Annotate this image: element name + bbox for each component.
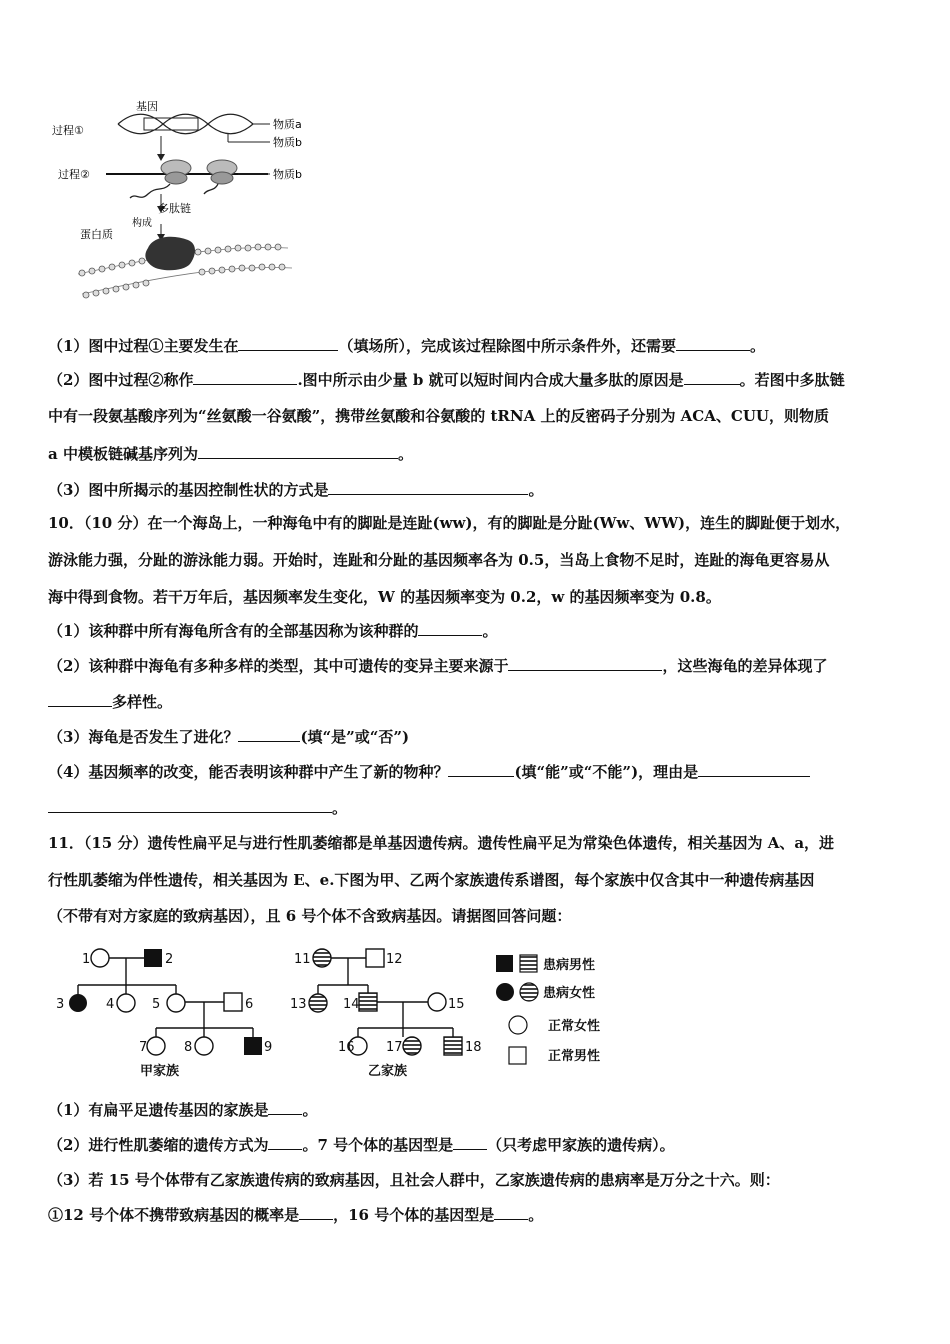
q11-part2-text-a: （2）进行性肌萎缩的遗传方式为 — [48, 1136, 269, 1154]
answer-blank[interactable] — [676, 336, 750, 351]
number-3: 3 — [56, 997, 65, 1012]
number-5: 5 — [152, 997, 161, 1012]
q10-part4 — [48, 762, 810, 782]
label-process2: 过程② — [58, 168, 90, 181]
answer-blank[interactable] — [198, 444, 398, 459]
legend-affected-male-label: 患病男性 — [543, 958, 596, 973]
answer-blank[interactable] — [268, 1100, 302, 1115]
individual-8 — [195, 1037, 213, 1055]
q11-head: 11．（15 分）遗传性扁平足与进行性肌萎缩都是单基因遗传病。遗传性扁平足为常染色体遗传，相关基因为 A、a，进 — [48, 834, 835, 852]
q11-part3-sub1-text-a: ①12 号个体不携带致病基因的概率是 — [48, 1206, 300, 1224]
q11-part2-text-c: （只考虑甲家族的遗传病）。 — [487, 1136, 675, 1154]
answer-blank[interactable] — [698, 762, 810, 777]
q9-part1-text-a: （1）图中过程①主要发生在 — [48, 337, 239, 355]
q11-part2-text-b: 。7 号个体的基因型是 — [302, 1136, 454, 1154]
label-polypeptide: 多肽链 — [158, 202, 191, 215]
q9-part1-text-b: （填场所），完成该过程除图中所示条件外，还需要 — [338, 337, 676, 355]
number-18: 18 — [465, 1040, 482, 1055]
q9-part2-text-c: 。若图中多肽链 — [739, 371, 845, 389]
q11-part1-text-a: （1）有扁平足遗传基因的家族是 — [48, 1101, 269, 1119]
q10-part1 — [48, 621, 497, 641]
individual-14 — [359, 993, 377, 1011]
q11-part1 — [48, 1100, 317, 1120]
q10-part2-text-a: （2）该种群中海龟有多种多样的类型，其中可遗传的变异主要来源于 — [48, 657, 509, 675]
q9-part2 — [48, 370, 845, 390]
label-process1: 过程① — [52, 124, 84, 137]
q11-line2: 行性肌萎缩为伴性遗传，相关基因为 E、e.下图为甲、乙两个家族遗传系谱图，每个家族中仅含其中一种遗传病基因 — [48, 871, 815, 889]
q9-part1 — [48, 336, 765, 356]
family-yi-label: 乙家族 — [368, 1064, 408, 1079]
q10-part2 — [48, 656, 827, 676]
q10-part3-text-a: （3）海龟是否发生了进化？ — [48, 728, 239, 746]
individual-3 — [69, 994, 87, 1012]
q9-part2-line2: 中有一段氨基酸序列为“丝氨酸一谷氨酸”，携带丝氨酸和谷氨酸的 tRNA 上的反密码子分别为 ACA、CUU，则物质 — [48, 407, 829, 425]
legend-affected-female-striped — [520, 983, 538, 1001]
q10-part2-text-b: ，这些海龟的差异体现了 — [662, 657, 828, 675]
number-14: 14 — [343, 997, 360, 1012]
number-9: 9 — [264, 1040, 273, 1055]
number-2: 2 — [165, 952, 174, 967]
answer-blank[interactable] — [193, 370, 297, 385]
q11-line3: （不带有对方家庭的致病基因），且 6 号个体不含致病基因。请据图回答问题： — [48, 907, 572, 925]
label-substance-b1: 物质b — [273, 136, 302, 149]
individual-7 — [147, 1037, 165, 1055]
q11-part3-sub1 — [48, 1205, 543, 1225]
legend-affected-male-striped — [520, 955, 537, 972]
individual-5 — [167, 994, 185, 1012]
individual-4 — [117, 994, 135, 1012]
answer-blank[interactable] — [299, 1205, 333, 1220]
number-1: 1 — [82, 952, 91, 967]
number-15: 15 — [448, 997, 465, 1012]
number-12: 12 — [386, 952, 403, 967]
q10-part2-line2-text: 多样性。 — [112, 693, 173, 711]
number-7: 7 — [139, 1040, 148, 1055]
answer-blank[interactable] — [448, 762, 514, 777]
q11-part1-text-b: 。 — [302, 1101, 318, 1119]
answer-blank[interactable] — [418, 621, 482, 636]
individual-6 — [224, 993, 242, 1011]
answer-blank[interactable] — [48, 798, 332, 813]
number-17: 17 — [386, 1040, 403, 1055]
number-8: 8 — [184, 1040, 193, 1055]
answer-blank[interactable] — [508, 656, 662, 671]
label-substance-a: 物质a — [273, 118, 302, 131]
answer-blank[interactable] — [238, 336, 338, 351]
q10-part4-text-b: (填“能”或“不能”)，理由是 — [514, 763, 699, 781]
q10-part1-text-a: （1）该种群中所有海龟所含有的全部基因称为该种群的 — [48, 622, 419, 640]
q11-part2 — [48, 1135, 675, 1155]
label-substance-b2: 物质b — [273, 168, 302, 181]
q10-line3: 海中得到食物。若干万年后，基因频率发生变化，W 的基因频率变为 0.2，w 的基因频率变为 0.8。 — [48, 588, 721, 606]
label-constitute: 构成 — [132, 218, 152, 229]
q9-part2-line3-text-a: a 中模板链碱基序列为 — [48, 445, 198, 463]
family-jia-label: 甲家族 — [140, 1064, 180, 1079]
number-4: 4 — [106, 997, 115, 1012]
q9-part2-line3-text-b: 。 — [397, 445, 413, 463]
individual-12 — [366, 949, 384, 967]
answer-blank[interactable] — [453, 1135, 487, 1150]
gene-expression-diagram — [48, 96, 323, 306]
q10-part3 — [48, 727, 409, 747]
legend-normal-female — [509, 1016, 527, 1034]
individual-11 — [313, 949, 331, 967]
q10-head: 10．（10 分）在一个海岛上，一种海龟中有的脚趾是连趾(ww)，有的脚趾是分趾(Ww、WW)，连生的脚趾便于划水， — [48, 514, 851, 532]
q9-part1-text-c: 。 — [749, 337, 765, 355]
number-11: 11 — [294, 952, 311, 967]
individual-9 — [244, 1037, 262, 1055]
q10-part4-text-a: （4）基因频率的改变，能否表明该种群中产生了新的物种？ — [48, 763, 449, 781]
label-gene: 基因 — [136, 100, 158, 113]
answer-blank[interactable] — [328, 480, 528, 495]
q9-part2-text-b: .图中所示由少量 b 就可以短时间内合成大量多肽的原因是 — [297, 371, 684, 389]
individual-18 — [444, 1037, 462, 1055]
answer-blank[interactable] — [268, 1135, 302, 1150]
q10-part2-line2 — [48, 692, 172, 712]
pedigree-diagram — [48, 940, 628, 1090]
individual-2 — [144, 949, 162, 967]
q11-part3: （3）若 15 号个体带有乙家族遗传病的致病基因，且社会人群中，乙家族遗传病的患病率是万分之十六。则： — [48, 1171, 780, 1189]
answer-blank[interactable] — [494, 1205, 528, 1220]
label-protein: 蛋白质 — [80, 228, 113, 241]
answer-blank[interactable] — [684, 370, 740, 385]
q10-part4-end: 。 — [332, 799, 348, 817]
legend-affected-male-solid — [496, 955, 513, 972]
q9-part3-text-b: 。 — [528, 481, 544, 499]
legend-normal-male — [509, 1047, 526, 1064]
q10-line2: 游泳能力强，分趾的游泳能力弱。开始时，连趾和分趾的基因频率各为 0.5，当岛上食物不足时，连趾的海龟更容易从 — [48, 551, 830, 569]
q9-part3-text-a: （3）图中所揭示的基因控制性状的方式是 — [48, 481, 329, 499]
q11-part3-sub1-text-b: ，16 号个体的基因型是 — [333, 1206, 495, 1224]
individual-15 — [428, 993, 446, 1011]
answer-blank[interactable] — [238, 727, 300, 742]
q10-part1-text-b: 。 — [482, 622, 498, 640]
number-6: 6 — [245, 997, 254, 1012]
individual-1 — [91, 949, 109, 967]
legend-affected-female-label: 患病女性 — [543, 986, 596, 1001]
number-13: 13 — [290, 997, 307, 1012]
legend-normal-female-label: 正常女性 — [548, 1019, 601, 1034]
q9-part2-text-a: （2）图中过程②称作 — [48, 371, 194, 389]
q10-part3-text-b: (填“是”或“否”) — [300, 728, 410, 746]
number-16: 16 — [338, 1040, 355, 1055]
q9-part2-line3 — [48, 444, 413, 464]
answer-blank[interactable] — [48, 692, 112, 707]
q9-part3 — [48, 480, 543, 500]
legend-affected-female-solid — [496, 983, 514, 1001]
individual-13 — [309, 994, 327, 1012]
individual-17 — [403, 1037, 421, 1055]
q11-part3-sub1-text-c: 。 — [528, 1206, 544, 1224]
legend-normal-male-label: 正常男性 — [548, 1049, 601, 1064]
q10-part4-line2 — [48, 798, 347, 818]
